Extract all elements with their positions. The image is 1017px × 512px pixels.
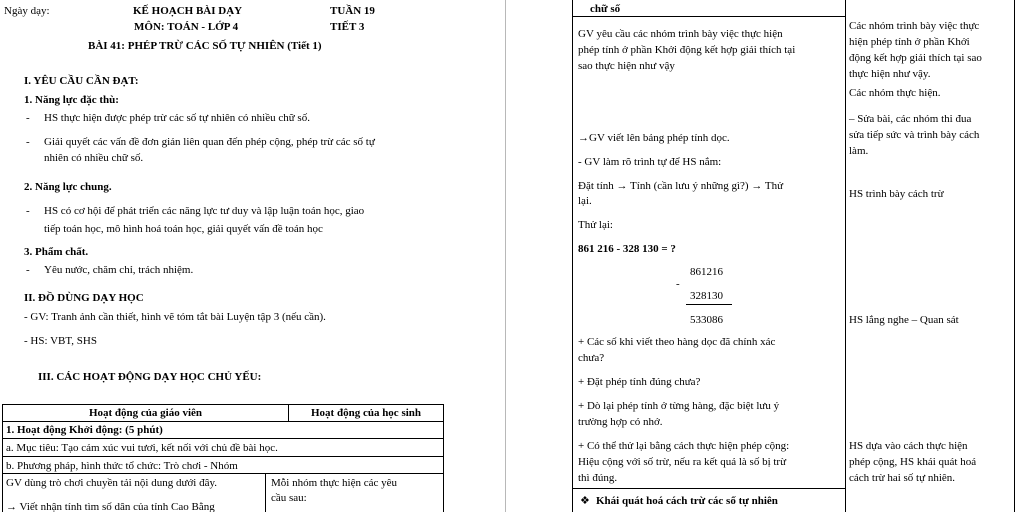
s3-text: HS lắng nghe – Quan sát: [849, 314, 959, 326]
q2-text: + Đặt phép tính đúng chưa?: [578, 376, 701, 388]
activity-table-continued: [572, 0, 1015, 512]
page-divider: [505, 0, 506, 512]
sub2-title: 2. Năng lực chung.: [24, 181, 112, 193]
table-row: [3, 457, 443, 474]
table-row: [3, 474, 443, 512]
minuend: 861216: [690, 266, 723, 278]
s1-line-1: hiện phép tính ở phần Khởi: [849, 36, 970, 48]
period-label: TIẾT 3: [330, 21, 365, 33]
sub3-item-0: Yêu nước, chăm chỉ, trách nhiệm.: [44, 264, 194, 276]
s4-line-2: phép cộng, HS khái quát hoá: [849, 456, 977, 468]
summary-title: Khái quát hoá cách trừ các số tự nhiên: [596, 495, 778, 507]
lesson-title: BÀI 41: PHÉP TRỪ CÁC SỐ TỰ NHIÊN (Tiết 1): [88, 40, 322, 52]
table-row: [3, 439, 443, 457]
sub1-item-0: HS thực hiện được phép trừ các số tự nhiên có nhiều chữ số.: [44, 112, 310, 124]
q4-line-1: + Có thể thử lại bằng cách thực hiện phép cộng:: [578, 440, 790, 452]
q3-line-1: + Dò lại phép tính ở từng hàng, đặc biệt lưu ý: [578, 400, 780, 412]
q3-line-2: trường hợp có nhớ.: [578, 416, 663, 428]
plan-title: KẾ HOẠCH BÀI DẠY: [133, 5, 243, 17]
bullet: -: [26, 136, 30, 148]
week-label: TUẦN 19: [330, 5, 375, 17]
t4-line-2: lại.: [578, 195, 592, 207]
bullet: -: [26, 205, 30, 217]
s1-line-2: động kết hợp giải thích tại sao: [849, 52, 982, 64]
q1-line-1: + Các số khi viết theo hàng dọc đã chính xác: [578, 336, 776, 348]
t4-line-1: Đặt tính → Tính (cần lưu ý những gì?) → Thử: [578, 180, 784, 192]
s1-line-7: làm.: [849, 145, 869, 157]
row-divider: [572, 488, 845, 489]
sub3-title: 3. Phẩm chất.: [24, 246, 89, 258]
t3-text: - GV làm rõ trình tự để HS nắm:: [578, 156, 722, 168]
activity1-method: b. Phương pháp, hình thức tổ chức: Trò chơi - Nhóm: [6, 460, 238, 472]
t1-line-1: phép tính ở phần Khởi động kết hợp giải thích tại: [578, 44, 796, 56]
top-cut-text: chữ số: [590, 3, 621, 15]
row-divider: [572, 16, 845, 17]
q4-line-2: Hiệu cộng với số trừ, nếu ra kết quả là số bị trừ: [578, 456, 787, 468]
column-divider: [845, 0, 846, 512]
diamond-icon: ❖: [580, 495, 590, 507]
t1-line-2: sao thực hiện như vậy: [578, 60, 675, 72]
sub2-item-0: HS có cơ hội để phát triển các năng lực tư duy và lập luận toán học, giao: [44, 205, 365, 217]
result: 533086: [690, 314, 723, 326]
bullet: -: [26, 112, 30, 124]
sub1-title: 1. Năng lực đặc thù:: [24, 94, 119, 106]
section2-hs: - HS: VBT, SHS: [24, 335, 97, 347]
sub2-item-1: tiếp toán học, mô hình hoá toán học, giải quyết vấn đề toán học: [44, 223, 323, 235]
s4-line-1: HS dựa vào cách thực hiện: [849, 440, 968, 452]
col-teacher-header: Hoạt động của giáo viên: [88, 407, 203, 419]
teacher-row-cut: → Viết nhận tính tìm số dân của tỉnh Cao Bằng: [6, 501, 215, 512]
s1-line-0: Các nhóm trình bày việc thực: [849, 20, 980, 32]
s1-line-3: thực hiện như vậy.: [849, 68, 931, 80]
section3-title: III. CÁC HOẠT ĐỘNG DẠY HỌC CHỦ YẾU:: [38, 371, 262, 383]
t2-text: →GV viết lên bảng phép tính dọc.: [578, 132, 730, 144]
bullet: -: [26, 264, 30, 276]
t1-line-0: GV yêu cầu các nhóm trình bày việc thực hiện: [578, 28, 783, 40]
activity1-goal: a. Mục tiêu: Tạo cảm xúc vui tươi, kết nối với chủ đề bài học.: [6, 442, 278, 454]
t5-text: Thử lại:: [578, 219, 613, 231]
table-row: [3, 422, 443, 439]
s2-text: HS trình bày cách trừ: [849, 188, 944, 200]
section2-title: II. ĐỒ DÙNG DẠY HỌC: [24, 292, 144, 304]
s4-line-3: cách trừ hai số tự nhiên.: [849, 472, 956, 484]
sub1-item-1: Giải quyết các vấn đề đơn giản liên quan đến phép cộng, phép trừ các số tự: [44, 136, 375, 148]
activity1-title: 1. Hoạt động Khởi động: (5 phút): [6, 424, 163, 436]
activity-table: [2, 404, 444, 512]
expression: 861 216 - 328 130 = ?: [578, 243, 676, 255]
section2-gv: - GV: Tranh ảnh cần thiết, hình vẽ tóm tắt bài Luyện tập 3 (nếu cần).: [24, 311, 326, 323]
s1-line-6: sửa tiếp sức và trình bày cách: [849, 129, 980, 141]
sub1-item-2: nhiên có nhiều chữ số.: [44, 152, 144, 164]
minus-sign: -: [676, 278, 680, 290]
q1-line-2: chưa?: [578, 352, 605, 364]
s1-line-5: – Sửa bài, các nhóm thi đua: [849, 113, 972, 125]
s1-line-4: Các nhóm thực hiện.: [849, 87, 941, 99]
result-line: [686, 304, 732, 305]
student-row-text-1: Mỗi nhóm thực hiện các yêu: [271, 477, 398, 489]
section1-title: I. YÊU CẦU CẦN ĐẠT:: [24, 75, 139, 87]
teacher-row-text: GV dùng trò chơi chuyền tải nội dung dưới đây.: [6, 477, 217, 489]
table-header-row: [3, 405, 443, 422]
student-row-text-2: cầu sau:: [271, 492, 307, 504]
col-student-header: Hoạt động của học sinh: [310, 407, 422, 419]
date-label: Ngày dạy:: [4, 5, 50, 17]
subject-label: MÔN: TOÁN - LỚP 4: [134, 21, 239, 33]
subtrahend: 328130: [690, 290, 723, 302]
q4-line-3: thì đúng.: [578, 472, 618, 484]
